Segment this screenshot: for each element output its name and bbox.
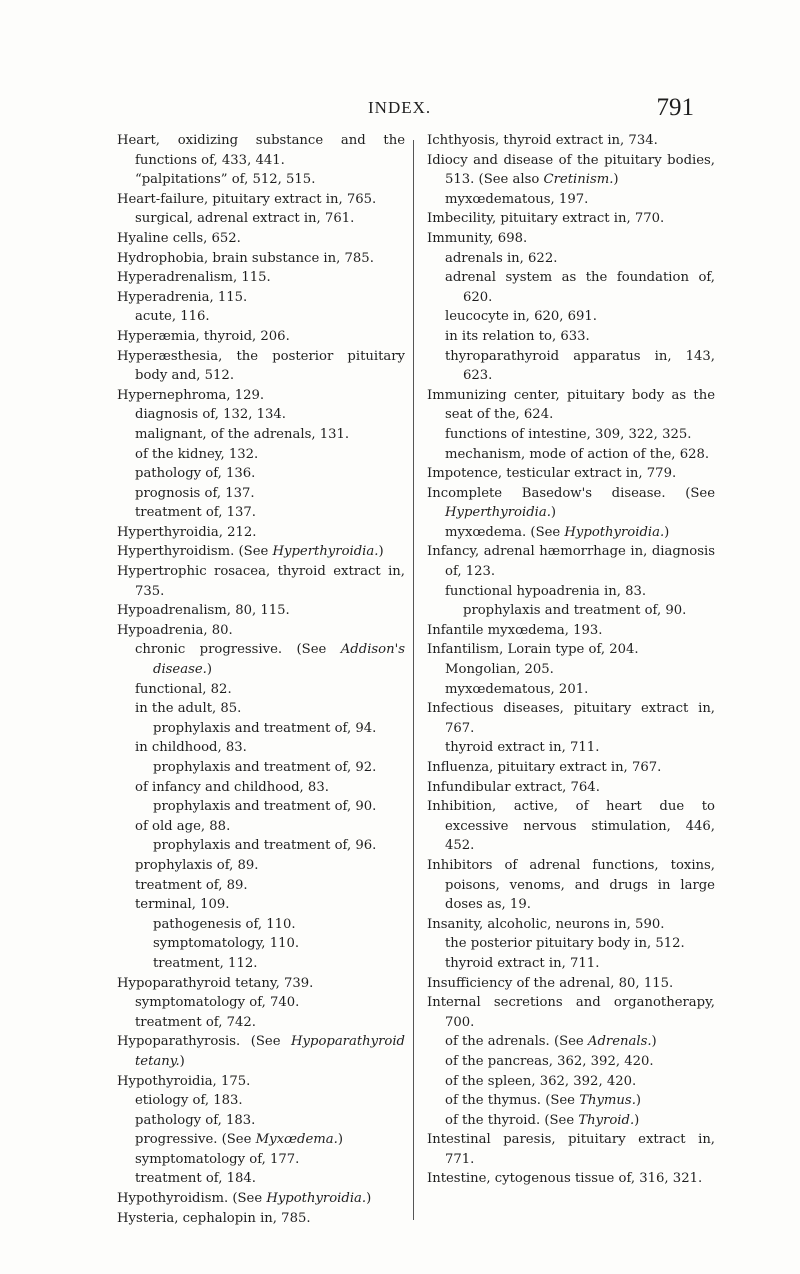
index-entry [427, 1169, 715, 1189]
index-entry-text: Impotence, testicular extract in, 779. [427, 466, 677, 482]
cross-reference: Hypothyroidia. [564, 524, 665, 540]
page-title: INDEX. [368, 98, 432, 117]
index-entry-text: thyroparathyroid apparatus in, 143, 623. [445, 348, 715, 384]
index-entry [117, 954, 405, 974]
index-column-right [427, 131, 715, 1189]
index-entry-suffix: ) [378, 544, 384, 560]
index-entry [427, 425, 715, 445]
index-entry-text: prophylaxis and treatment of, 96. [153, 838, 377, 854]
index-entry-text: prophylaxis and treatment of, 94. [153, 720, 377, 736]
index-entry-text: Infundibular extract, 764. [427, 779, 600, 795]
index-entry-text: Infantilism, Lorain type of, 204. [427, 642, 639, 658]
index-entry [117, 1091, 405, 1111]
index-entry-text: Hypoadrenalism, 80, 115. [117, 603, 290, 619]
index-entry [117, 190, 405, 210]
index-entry [117, 680, 405, 700]
index-entry-text: Heart, oxidizing substance and the functions of, 433, 441. [117, 133, 405, 168]
index-entry [117, 268, 405, 288]
index-entry [117, 249, 405, 269]
index-entry-text: treatment of, 89. [135, 877, 248, 893]
index-entry [117, 797, 405, 817]
index-entry-text: myxœdematous, 197. [445, 191, 589, 207]
index-entry-text: in the adult, 85. [135, 701, 242, 717]
index-entry-text: acute, 116. [135, 309, 210, 325]
index-entry-text: prophylaxis of, 89. [135, 857, 259, 873]
index-entry-text: Hypoadrenia, 80. [117, 622, 233, 638]
index-entry-text: Hypertrophic rosacea, thyroid extract in, 735. [117, 564, 405, 599]
index-entry [117, 209, 405, 229]
index-entry [427, 582, 715, 602]
index-entry [117, 738, 405, 758]
index-entry-suffix: ) [337, 1132, 344, 1148]
index-entry [427, 229, 715, 249]
index-entry [427, 307, 715, 327]
index-entry [427, 915, 715, 935]
index-entry [117, 445, 405, 465]
index-entry-text: Hypothyroidia, 175. [117, 1073, 251, 1089]
index-entry [117, 778, 405, 798]
index-entry-text: treatment of, 184. [135, 1171, 256, 1187]
index-entry [117, 640, 405, 679]
index-entry [117, 1013, 405, 1033]
index-entry-text: Insufficiency of the adrenal, 80, 115. [427, 975, 674, 991]
index-entry-text: Immunizing center, pituitary body as the seat of the, 624. [427, 387, 715, 423]
index-entry [117, 1189, 405, 1209]
index-entry [117, 915, 405, 935]
index-entry-text: prognosis of, 137. [135, 485, 255, 501]
index-entry [117, 758, 405, 778]
index-entry-text: of the thymus. (See [445, 1093, 580, 1109]
index-entry [117, 562, 405, 601]
index-entry-text: prophylaxis and treatment of, 90. [153, 799, 377, 815]
index-entry [117, 386, 405, 406]
index-entry-text: surgical, adrenal extract in, 761. [135, 211, 355, 227]
index-entry [117, 1032, 405, 1071]
index-entry [427, 778, 715, 798]
index-entry [427, 680, 715, 700]
index-entry [427, 131, 715, 151]
cross-reference: Hypothyroidia. [266, 1191, 367, 1207]
index-entry [117, 699, 405, 719]
index-entry-text: Hypoparathyrosis. (See [117, 1034, 292, 1050]
index-entry [427, 542, 715, 581]
index-entry-text: Inhibition, active, of heart due to excessive nervous stimulation, 446, 452. [427, 799, 715, 854]
index-entry [117, 719, 405, 739]
index-entry [117, 1209, 405, 1229]
index-entry-text: Intestinal paresis, pituitary extract in, 771. [427, 1132, 715, 1167]
index-entry [117, 1150, 405, 1170]
index-entry [427, 699, 715, 738]
index-entry [117, 425, 405, 445]
index-entry-text: Inhibitors of adrenal functions, toxins, poisons, venoms, and drugs in large doses as, 19. [427, 857, 715, 913]
index-entry [427, 954, 715, 974]
index-entry-text: progressive. (See [135, 1132, 256, 1148]
index-entry [427, 1130, 715, 1169]
index-entry-text: mechanism, mode of action of the, 628. [445, 446, 710, 462]
index-entry [117, 464, 405, 484]
index-entry [117, 856, 405, 876]
index-entry-suffix: ) [550, 505, 557, 521]
index-entry-text: Imbecility, pituitary extract in, 770. [427, 211, 665, 227]
index-entry [117, 993, 405, 1013]
page-header [118, 94, 694, 124]
index-entry-text: Hypernephroma, 129. [117, 387, 265, 403]
index-entry [117, 621, 405, 641]
index-entry-text: terminal, 109. [135, 897, 230, 913]
index-entry [427, 445, 715, 465]
index-entry [427, 249, 715, 269]
index-entry-text: of the kidney, 132. [135, 446, 259, 462]
index-entry-suffix: ) [635, 1093, 642, 1109]
index-entry-text: pathology of, 136. [135, 466, 256, 482]
index-entry [427, 738, 715, 758]
index-entry [117, 405, 405, 425]
index-column-left [117, 131, 405, 1228]
index-entry-text: Heart-failure, pituitary extract in, 765. [117, 191, 377, 207]
index-entry [427, 268, 715, 307]
index-entry [427, 993, 715, 1032]
index-entry [117, 327, 405, 347]
index-entry-text: in childhood, 83. [135, 740, 247, 756]
index-entry-suffix: ) [179, 1053, 185, 1069]
index-entry [427, 523, 715, 543]
index-entry-suffix: ) [366, 1191, 372, 1207]
index-entry-text: Hyaline cells, 652. [117, 230, 241, 246]
index-entry-text: Hyperthyroidism. (See [117, 544, 273, 560]
index-entry-text: of infancy and childhood, 83. [135, 779, 329, 795]
index-entry-text: Hyperadrenalism, 115. [117, 270, 271, 286]
index-entry [427, 758, 715, 778]
index-entry [427, 856, 715, 915]
index-entry-text: functions of intestine, 309, 322, 325. [445, 426, 692, 442]
index-entry-text: functional hypoadrenia in, 83. [445, 583, 647, 599]
page-number: 791 [656, 94, 694, 121]
index-entry [427, 327, 715, 347]
cross-reference: Hyperthyroidia. [272, 544, 379, 560]
index-entry [427, 974, 715, 994]
cross-reference: Thymus. [579, 1093, 636, 1109]
index-entry-text: Hyperæmia, thyroid, 206. [117, 328, 290, 344]
index-entry-text: prophylaxis and treatment of, 90. [463, 603, 687, 619]
index-entry-text: treatment, 112. [153, 955, 258, 971]
index-entry-text: adrenals in, 622. [445, 250, 558, 266]
index-entry [117, 876, 405, 896]
index-entry-text: functional, 82. [135, 681, 232, 697]
index-entry [117, 836, 405, 856]
cross-reference: Adrenals. [587, 1034, 652, 1050]
index-entry [427, 1111, 715, 1131]
index-entry-text: Infectious diseases, pituitary extract in, 767. [427, 701, 715, 736]
index-entry [117, 974, 405, 994]
index-entry-suffix: ) [651, 1034, 657, 1050]
index-entry-suffix: ) [664, 524, 670, 540]
index-entry-text: the posterior pituitary body in, 512. [445, 936, 685, 952]
index-entry [427, 640, 715, 660]
index-entry-text: leucocyte in, 620, 691. [445, 309, 597, 325]
index-entry [427, 209, 715, 229]
cross-reference: Thyroid. [578, 1112, 635, 1128]
index-entry [117, 347, 405, 386]
index-entry [427, 1091, 715, 1111]
column-divider [413, 140, 414, 1220]
index-entry-text: Hydrophobia, brain substance in, 785. [117, 250, 374, 266]
index-entry [117, 170, 405, 190]
index-entry-text: of the thyroid. (See [445, 1112, 579, 1128]
index-entry-text: Insanity, alcoholic, neurons in, 590. [427, 916, 665, 932]
index-entry-text: myxœdematous, 201. [445, 681, 589, 697]
index-entry-text: treatment of, 137. [135, 505, 256, 521]
index-entry [117, 601, 405, 621]
index-entry-text: symptomatology of, 740. [135, 995, 300, 1011]
index-entry-text: Mongolian, 205. [445, 662, 554, 678]
index-entry [427, 464, 715, 484]
index-entry-text: Internal secretions and organotherapy, 700. [427, 995, 715, 1030]
index-entry-text: Infancy, adrenal hæmorrhage in, diagnosis of, 123. [427, 544, 715, 580]
index-entry [117, 523, 405, 543]
index-entry-suffix: ) [634, 1112, 640, 1128]
index-entry [427, 347, 715, 386]
index-entry-text: Hysteria, cephalopin in, 785. [117, 1210, 311, 1226]
index-entry-text: symptomatology, 110. [153, 936, 300, 952]
index-entry-text: Infantile myxœdema, 193. [427, 622, 603, 638]
index-entry [117, 542, 405, 562]
index-entry-text: Hyperthyroidia, 212. [117, 524, 257, 540]
index-entry-text: of the pancreas, 362, 392, 420. [445, 1053, 654, 1069]
index-entry [117, 131, 405, 170]
index-entry [427, 660, 715, 680]
index-entry [117, 229, 405, 249]
index-entry [427, 621, 715, 641]
index-entry-text: diagnosis of, 132, 134. [135, 407, 286, 423]
index-entry [117, 484, 405, 504]
index-entry [117, 934, 405, 954]
index-entry [427, 797, 715, 856]
index-entry-text: of old age, 88. [135, 818, 231, 834]
index-entry-text: thyroid extract in, 711. [445, 955, 600, 971]
index-entry [427, 1052, 715, 1072]
index-entry-text: Idiocy and disease of the pituitary bodies, 513. (See also [427, 152, 715, 188]
index-entry [117, 1111, 405, 1131]
cross-reference: Hypoparathyroid tetany. [135, 1034, 405, 1069]
index-entry [117, 503, 405, 523]
cross-reference: Cretinism. [543, 172, 614, 188]
cross-reference: Hyperthyroidia. [445, 505, 551, 521]
index-entry-text: pathogenesis of, 110. [153, 916, 296, 932]
index-entry [117, 288, 405, 308]
index-entry [427, 190, 715, 210]
index-entry-text: adrenal system as the foundation of, 620. [445, 270, 715, 305]
index-entry-text: Hyperæsthesia, the posterior pituitary body and, 512. [117, 348, 405, 384]
index-entry [427, 484, 715, 523]
index-entry [427, 151, 715, 190]
index-entry [427, 1032, 715, 1052]
index-entry [117, 1130, 405, 1150]
index-entry-text: Ichthyosis, thyroid extract in, 734. [427, 133, 658, 148]
index-entry-text: etiology of, 183. [135, 1093, 243, 1109]
index-entry-suffix: ) [613, 172, 619, 188]
index-entry-text: myxœdema. (See [445, 524, 565, 540]
index-entry-text: treatment of, 742. [135, 1014, 256, 1030]
index-entry-text: pathology of, 183. [135, 1112, 256, 1128]
index-entry-text: prophylaxis and treatment of, 92. [153, 760, 377, 775]
index-entry-text: Hyperadrenia, 115. [117, 289, 248, 305]
index-entry [117, 1072, 405, 1092]
index-entry-text: Hypothyroidism. (See [117, 1191, 267, 1207]
index-entry [427, 601, 715, 621]
index-entry-text: symptomatology of, 177. [135, 1151, 300, 1167]
cross-reference: Addison's disease. [153, 642, 405, 678]
index-entry [117, 895, 405, 915]
index-entry [427, 1072, 715, 1092]
index-entry-text: in its relation to, 633. [445, 328, 590, 344]
index-entry-text: Incomplete Basedow's disease. (See [427, 485, 715, 501]
cross-reference: Myxœdema. [255, 1132, 338, 1148]
index-entry-text: chronic progressive. (See [135, 642, 341, 658]
index-entry [117, 307, 405, 327]
index-entry [427, 934, 715, 954]
index-entry-text: “palpitations” of, 512, 515. [135, 172, 316, 188]
index-entry-text: Influenza, pituitary extract in, 767. [427, 760, 662, 775]
index-entry-text: of the adrenals. (See [445, 1034, 588, 1050]
index-entry-text: of the spleen, 362, 392, 420. [445, 1073, 637, 1089]
index-entry-text: Immunity, 698. [427, 230, 528, 246]
index-entry [427, 386, 715, 425]
index-entry [117, 817, 405, 837]
index-entry-suffix: ) [206, 662, 213, 678]
index-entry-text: Hypoparathyroid tetany, 739. [117, 975, 314, 991]
index-entry-text: thyroid extract in, 711. [445, 740, 600, 756]
index-entry [117, 1169, 405, 1189]
index-entry-text: malignant, of the adrenals, 131. [135, 426, 350, 442]
index-entry-text: Intestine, cytogenous tissue of, 316, 321. [427, 1171, 703, 1187]
